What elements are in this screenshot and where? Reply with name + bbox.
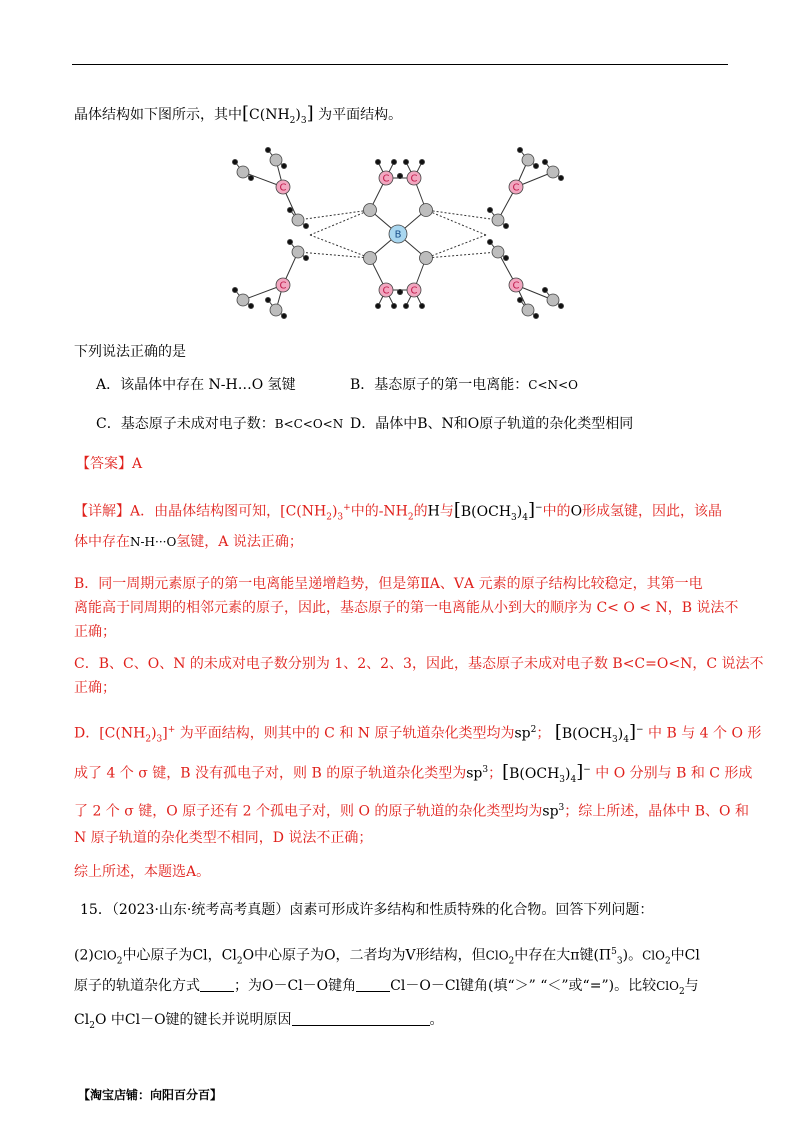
question-text: 下列说法正确的是 xyxy=(74,344,186,360)
option-d: D．晶体中B、N和O原子轨道的杂化类型相同 xyxy=(350,416,634,432)
hydrogen-atom xyxy=(265,297,270,302)
nitrogen-atom xyxy=(270,304,282,316)
header-rule xyxy=(72,64,728,65)
explanation-b-line3: 正确； xyxy=(74,624,116,640)
carbon-label: C xyxy=(382,285,390,297)
hydrogen-bond-line xyxy=(426,210,486,235)
explanation-d-line3: 了 2 个 σ 键，O 原子还有 2 个孤电子对，则 O 的原子轨道的杂化类型均为$sp^3$；综上所述，晶体中 B、O 和 xyxy=(74,803,749,820)
carbon-label: C xyxy=(410,285,418,297)
explanation-b-line1: B．同一周期元素原子的第一电离能呈递增趋势，但是第ⅡA、ⅤA 元素的原子结构比较稳定，其第一电 xyxy=(74,576,703,592)
oxygen-atom xyxy=(420,252,433,265)
hydrogen-bond-line xyxy=(310,235,370,258)
nitrogen-atom xyxy=(237,294,249,306)
hydrogen-atom xyxy=(375,159,380,164)
crystal-structure-diagram xyxy=(228,140,568,330)
hydrogen-atom xyxy=(542,159,547,164)
hydrogen-atom xyxy=(558,303,563,308)
option-b-text: B．基态原子的第一电离能： xyxy=(350,377,529,393)
hydrogen-atom xyxy=(281,313,286,318)
hydrogen-atom xyxy=(503,223,508,228)
hydrogen-atom xyxy=(287,239,292,244)
hydrogen-atom xyxy=(232,287,237,292)
answer-blank-hybridization[interactable] xyxy=(200,977,234,992)
hydrogen-atom xyxy=(397,173,402,178)
q15-line1: (2)ClO$_2$中心原子为Cl，$Cl_2O$中心原子为O，二者均为V形结构，但ClO$_2$中存在大π键$(\Pi^5_3)$。ClO$_2$中Cl xyxy=(74,947,700,967)
hydrogen-atom xyxy=(248,303,253,308)
carbon-label: C xyxy=(410,173,418,185)
option-c xyxy=(96,414,343,434)
q15-heading: 15．（2023·山东·统考高考真题）卤素可形成许多结构和性质特殊的化合物。回答下列问题： xyxy=(80,902,654,918)
option-c-formula: B<C<O<N xyxy=(274,417,344,431)
explanation-d-line2: 成了 4 个 σ 键，B 没有孤电子对，则 B 的原子轨道杂化类型为$sp^3$；$[B(OCH_3)_4]^-$ 中 O 分别与 B 和 C 形成 xyxy=(74,761,753,785)
answer-blank-angle[interactable] xyxy=(356,977,390,992)
hydrogen-atom xyxy=(517,147,522,152)
answer: 【答案】A xyxy=(76,456,143,472)
intro-text: 晶体结构如下图所示，其中 xyxy=(74,107,242,123)
nitrogen-atom xyxy=(547,166,559,178)
nitrogen-atom xyxy=(492,246,504,258)
hydrogen-atom xyxy=(487,207,492,212)
hydrogen-atom xyxy=(558,175,563,180)
hydrogen-atom xyxy=(391,159,396,164)
explanation-a-line1: 【详解】A．由晶体结构图可知，[$C(NH_2)_3^+$中的$-NH_2$的H与$[B(OCH_3)_4]^-$中的O形成氢键，因此，该晶 xyxy=(74,499,723,523)
nitrogen-atom xyxy=(492,214,504,226)
nitrogen-atom xyxy=(237,166,249,178)
carbon-label: C xyxy=(382,173,390,185)
hydrogen-atom xyxy=(232,159,237,164)
hydrogen-atom xyxy=(542,287,547,292)
explanation-summary: 综上所述，本题选A。 xyxy=(74,864,211,880)
hydrogen-atom xyxy=(517,297,522,302)
hydrogen-atom xyxy=(397,289,402,294)
nitrogen-atom xyxy=(522,154,534,166)
hydrogen-bond-line xyxy=(310,210,370,235)
option-c-text: C．基态原子未成对电子数： xyxy=(96,416,275,432)
nitrogen-atom xyxy=(547,294,559,306)
explanation-d-line4: N 原子轨道的杂化类型不相同，D 说法不正确； xyxy=(74,830,373,846)
oxygen-atom xyxy=(364,204,377,217)
hydrogen-atom xyxy=(265,147,270,152)
hydrogen-bond-line xyxy=(426,235,486,258)
footer-shop-name: 【淘宝店铺：向阳百分百】 xyxy=(78,1088,223,1102)
nitrogen-atom xyxy=(270,154,282,166)
q15-line3: $Cl_2O$ 中Cl－O键的键长并说明原因 。 xyxy=(74,1012,444,1031)
carbon-label: C xyxy=(279,280,287,292)
hydrogen-atom xyxy=(533,163,538,168)
hydrogen-atom xyxy=(419,159,424,164)
explanation-c-line1: C．B、C、O、N 的未成对电子数分别为 1、2、2、3，因此，基态原子未成对电子数 B<C=O<N，C 说法不 xyxy=(74,656,764,672)
intro-line: 晶体结构如下图所示，其中$[C(NH_2)_3]$ 为平面结构。 xyxy=(74,103,403,126)
hydrogen-atom xyxy=(487,239,492,244)
hydrogen-atom xyxy=(403,159,408,164)
hydrogen-atom xyxy=(303,223,308,228)
hydrogen-atom xyxy=(375,303,380,308)
explanation-d-line1: D．$[C(NH_2)_3]^+$ 为平面结构，则其中的 C 和 N 原子轨道杂化类型均为$sp^2$； $[B(OCH_3)_4]^-$ 中 B 与 4 个 O 形 xyxy=(74,721,762,745)
intro-formula: $C(NH_2)_3$ xyxy=(249,107,307,126)
nitrogen-atom xyxy=(522,304,534,316)
hydrogen-atom xyxy=(533,313,538,318)
option-b xyxy=(350,375,578,395)
hydrogen-atom xyxy=(248,175,253,180)
nitrogen-atom xyxy=(292,214,304,226)
hydrogen-atom xyxy=(403,303,408,308)
option-a: A．该晶体中存在 N-H…O 氢键 xyxy=(96,377,296,393)
carbon-label: C xyxy=(279,182,287,194)
oxygen-atom xyxy=(364,252,377,265)
hydrogen-atom xyxy=(303,255,308,260)
hydrogen-atom xyxy=(419,303,424,308)
explanation-c-line2: 正确； xyxy=(74,680,116,696)
explanation-a-line2: 体中存在N-H···O氢键，A 说法正确； xyxy=(74,534,303,550)
explanation-b-line2: 离能高于同周期的相邻元素的原子，因此，基态原子的第一电离能从小到大的顺序为 C< O < N，B 说法不 xyxy=(74,600,739,616)
option-b-formula: C<N<O xyxy=(528,378,578,392)
nitrogen-atom xyxy=(292,246,304,258)
hydrogen-atom xyxy=(503,255,508,260)
q15-line2: 原子的轨道杂化方式 ；为O－Cl－O键角 Cl－O－Cl键角(填“＞” “＜”或“=”)。比较ClO$_2$与 xyxy=(74,978,699,997)
carbon-label: C xyxy=(512,182,520,194)
answer-blank-bond-length[interactable] xyxy=(292,1011,430,1026)
hydrogen-bond-line xyxy=(426,252,498,258)
boron-label: B xyxy=(394,229,402,241)
hydrogen-atom xyxy=(391,303,396,308)
hydrogen-atom xyxy=(281,163,286,168)
hydrogen-atom xyxy=(287,207,292,212)
carbon-label: C xyxy=(512,280,520,292)
intro-text-end: 为平面结构。 xyxy=(318,107,403,123)
oxygen-atom xyxy=(420,204,433,217)
